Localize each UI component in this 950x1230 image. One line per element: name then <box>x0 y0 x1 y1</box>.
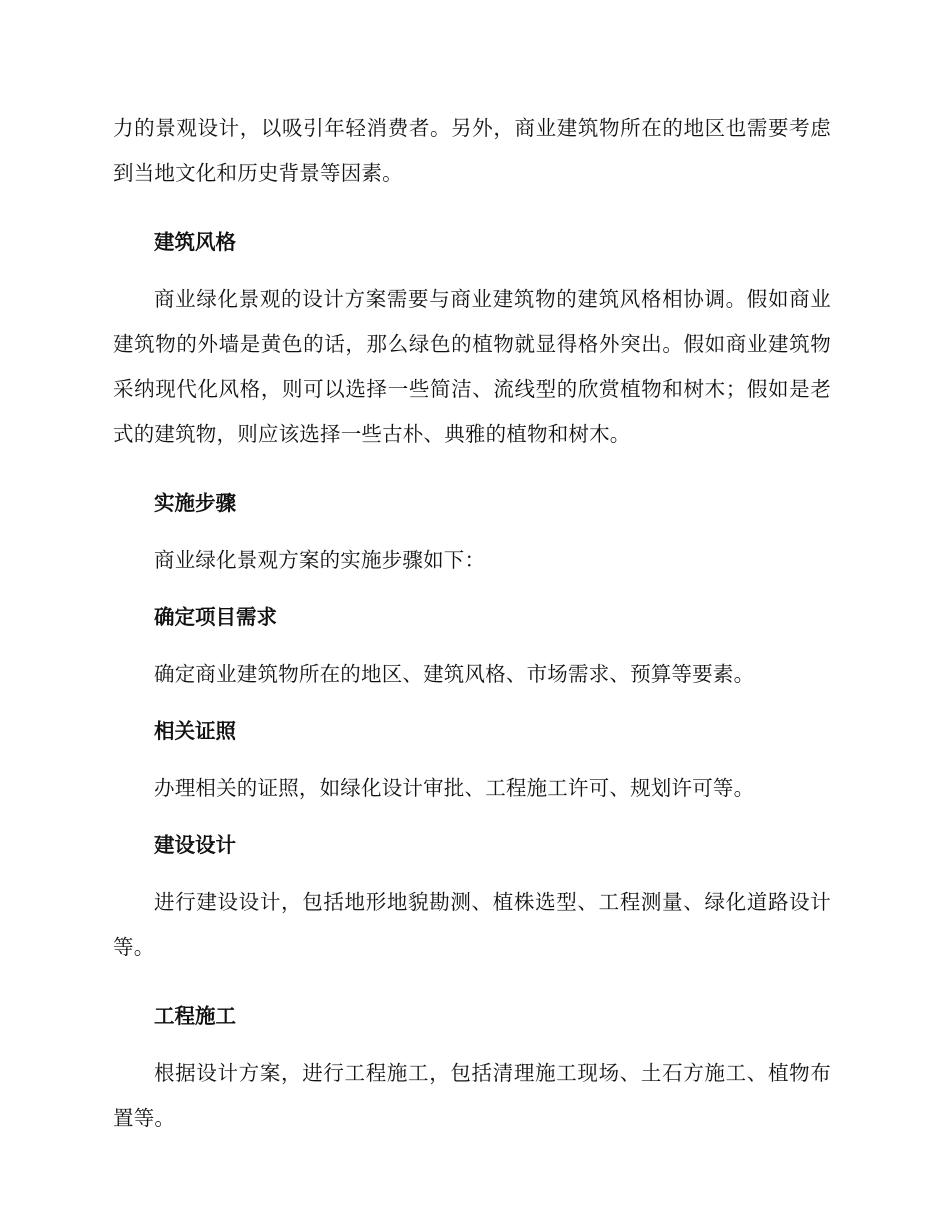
section-heading-construction-design: 建设设计 <box>154 833 236 857</box>
paragraph-permits: 办理相关的证照，如绿化设计审批、工程施工许可、规划许可等。 <box>154 776 755 800</box>
section-heading-engineering-construction: 工程施工 <box>154 1004 236 1028</box>
section-heading-project-requirements: 确定项目需求 <box>154 605 277 629</box>
paragraph-engineering-construction: 根据设计方案，进行工程施工，包括清理施工现场、土石方施工、植物布置等。 <box>113 1061 831 1130</box>
paragraph-architecture-style: 商业绿化景观的设计方案需要与商业建筑物的建筑风格相协调。假如商业建筑物的外墙是黄色的话，那么绿色的植物就显得格外突出。假如商业建筑物采纳现代化风格，则可以选择一些简洁、流线型的欣赏植物和树木；假如是老式的建筑物，则应该选择一些古朴、典雅的植物和树木。 <box>113 287 831 446</box>
section-heading-architecture-style: 建筑风格 <box>154 230 236 254</box>
paragraph-project-requirements: 确定商业建筑物所在的地区、建筑风格、市场需求、预算等要素。 <box>154 662 755 686</box>
section-heading-implementation-steps: 实施步骤 <box>154 491 236 515</box>
paragraph-construction-design: 进行建设设计，包括地形地貌勘测、植株选型、工程测量、绿化道路设计等。 <box>113 890 831 959</box>
paragraph-implementation-intro: 商业绿化景观方案的实施步骤如下： <box>154 548 486 572</box>
paragraph-continuation: 力的景观设计，以吸引年轻消费者。另外，商业建筑物所在的地区也需要考虑到当地文化和历史背景等因素。 <box>113 116 831 185</box>
section-heading-permits: 相关证照 <box>154 719 236 743</box>
document-body <box>113 106 831 1141</box>
